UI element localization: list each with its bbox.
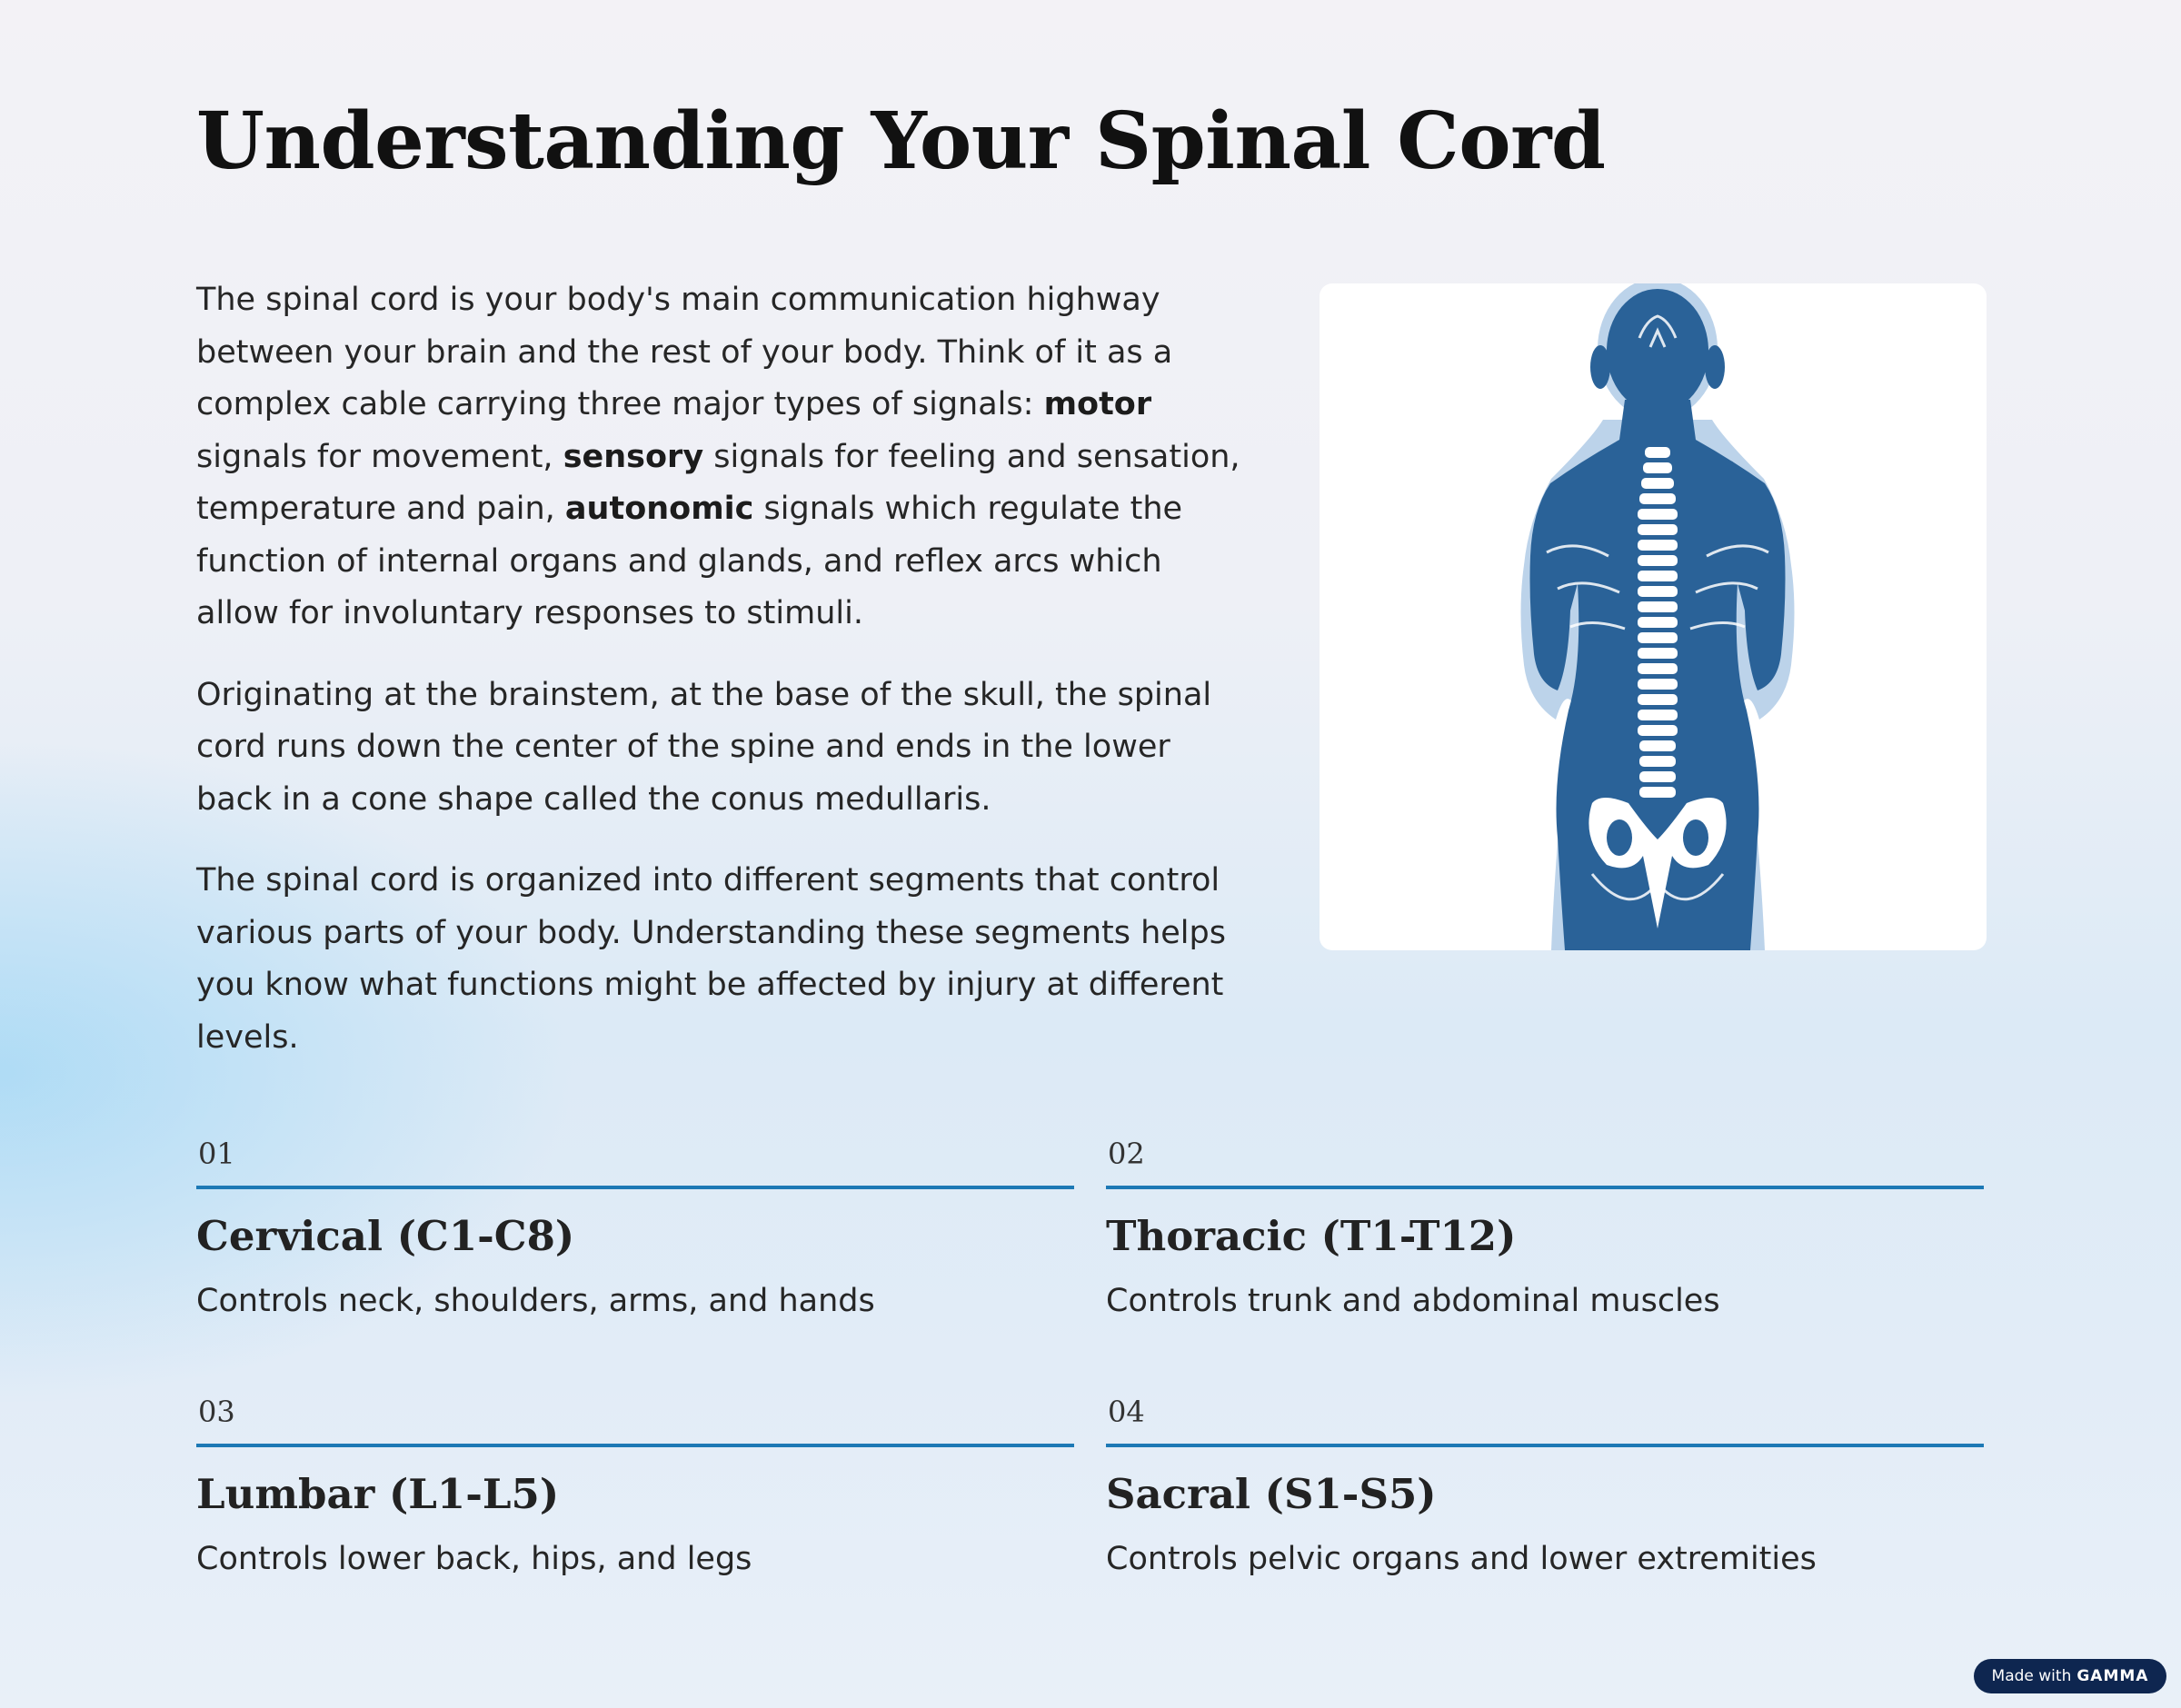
segment-number: 03: [198, 1395, 235, 1429]
spine-illustration: [1320, 283, 1987, 950]
segment-title: Sacral (S1-S5): [1106, 1470, 1437, 1518]
keyword-motor: motor: [1043, 386, 1152, 422]
segment-divider: [196, 1186, 1074, 1189]
spine-anatomy-icon: [1320, 283, 1987, 950]
page-title: Understanding Your Spinal Cord: [196, 95, 1606, 187]
segment-number: 04: [1108, 1395, 1145, 1429]
segment-thoracic: [1106, 1136, 1984, 1322]
intro-paragraph-3: The spinal cord is organized into different segments that control various parts of your body. Understanding these segments helps you know what functions might be affected by injury at different levels.: [196, 862, 1226, 1056]
segment-sacral: [1106, 1394, 1984, 1580]
keyword-sensory: sensory: [563, 438, 704, 475]
intro-text-run: The spinal cord is your body's main communication highway between your brain and the rest of your body. Think of it as a complex cable carrying three major types of signals:: [196, 282, 1173, 422]
segment-divider: [1106, 1444, 1984, 1447]
intro-text-run: signals for feeling and sensation, temperature and pain,: [196, 438, 1240, 527]
keyword-autonomic: autonomic: [564, 491, 754, 527]
segment-description: Controls neck, shoulders, arms, and hands: [196, 1283, 875, 1319]
segment-title: Thoracic (T1-T12): [1106, 1212, 1517, 1260]
segment-description: Controls pelvic organs and lower extremities: [1106, 1541, 1817, 1577]
gamma-logo: GAMMA: [2076, 1667, 2149, 1685]
segment-divider: [1106, 1186, 1984, 1189]
intro-paragraph-2: Originating at the brainstem, at the base of the skull, the spinal cord runs down the center of the spine and ends in the lower back in a cone shape called the conus medullaris.: [196, 676, 1212, 818]
segment-cervical: [196, 1136, 1074, 1322]
intro-text-run: signals which regulate the function of internal organs and glands, and reflex arcs which allow for involuntary responses to stimuli.: [196, 491, 1183, 631]
segment-number: 01: [198, 1137, 235, 1171]
intro-text-run: signals for movement,: [196, 438, 563, 475]
badge-prefix: Made with: [1991, 1667, 2072, 1685]
intro-text: [196, 274, 1241, 1093]
segment-lumbar: [196, 1394, 1074, 1580]
segment-title: Cervical (C1-C8): [196, 1212, 575, 1260]
made-with-gamma-badge[interactable]: [1974, 1659, 2166, 1693]
intro-paragraph-1: [196, 274, 1241, 640]
segment-divider: [196, 1444, 1074, 1447]
segment-description: Controls lower back, hips, and legs: [196, 1541, 752, 1577]
segment-description: Controls trunk and abdominal muscles: [1106, 1283, 1720, 1319]
segment-title: Lumbar (L1-L5): [196, 1470, 560, 1518]
segment-number: 02: [1108, 1137, 1145, 1171]
